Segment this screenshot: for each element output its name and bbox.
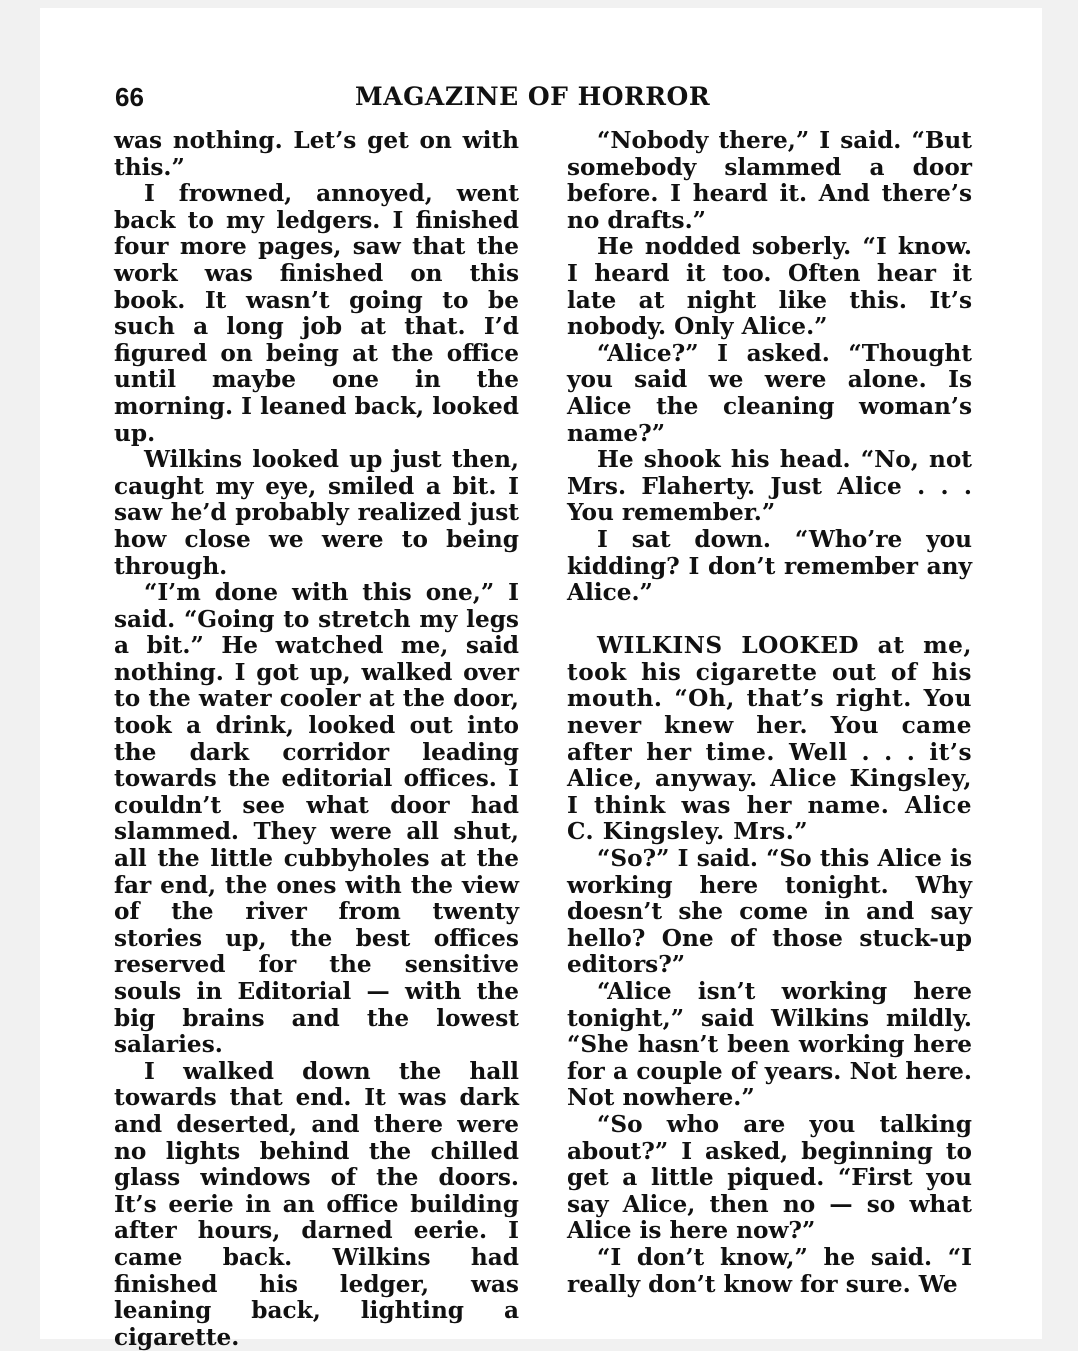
paragraph: I sat down. “Who’re you kidding? I don’t remember any Alice.” [567, 525, 972, 607]
paragraph: Wilkins looked up just then, caught my eye, smiled a bit. I saw he’d probably realized just how close we were to being through. [114, 446, 519, 580]
paragraph: He shook his head. “No, not Mrs. Flaherty. Just Alice . . . You remember.” [567, 446, 972, 527]
paragraph: I walked down the hall towards that end. It was dark and deserted, and there were no lights behind the chilled glass windows of the doors. It’s eerie in an office building after hours, darned eerie. I came back. Wilkins had finished his ledger, was leaning back, lighting a cigarette. [114, 1057, 519, 1351]
paragraph: “So who are you talking about?” I asked, beginning to get a little piqued. “First you say Alice, then no — so what Alice is here now?” [567, 1110, 972, 1245]
paragraph: “I don’t know,” he said. “I really don’t know for sure. We [567, 1243, 972, 1298]
running-title: MAGAZINE OF HORROR [355, 82, 711, 111]
paragraph: “So?” I said. “So this Alice is working here tonight. Why doesn’t she come in and say hello? One of those stuck-up editors?” [567, 845, 972, 979]
right-column [567, 128, 972, 1298]
page-header [115, 82, 975, 112]
paragraph: “I’m done with this one,” I said. “Going to stretch my legs a bit.” He watched me, said nothing. I got up, walked over to the water cooler at the door, took a drink, looked out into the dark corridor leading towards the editorial offices. I couldn’t see what door had slammed. They were all shut, all the little cubbyholes at the far end, the ones with the view of the river from twenty stories up, the best offices reserved for the sensitive souls in Editorial — with the big brains and the lowest salaries. [114, 579, 519, 1059]
left-column [114, 128, 519, 1351]
section-opening-paragraph: WILKINS LOOKED at me, took his cigarette out of his mouth. “Oh, that’s right. You never knew her. You came after her time. Well . . . it’s Alice, anyway. Alice Kingsley, I think was her name. Alice C. Kingsley. Mrs.” [567, 632, 972, 846]
paragraph: “Nobody there,” I said. “But somebody slammed a door before. I heard it. And there’s no drafts.” [567, 127, 972, 234]
paragraph: was nothing. Let’s get on with this.” [114, 127, 519, 181]
paragraph: “Alice isn’t working here tonight,” said Wilkins mildly. “She hasn’t been working here for a couple of years. Not here. Not nowhere.” [567, 978, 972, 1112]
paragraph: “Alice?” I asked. “Thought you said we were alone. Is Alice the cleaning woman’s name?” [567, 339, 972, 447]
page-number: 66 [115, 82, 144, 112]
paragraph: I frowned, annoyed, went back to my ledgers. I finished four more pages, saw that the work was finished on this book. It wasn’t going to be such a long job at that. I’d figured on being at the office until maybe one in the morning. I leaned back, looked up. [114, 180, 519, 447]
paragraph: He nodded soberly. “I know. I heard it too. Often hear it late at night like this. It’s nobody. Only Alice.” [567, 233, 972, 341]
